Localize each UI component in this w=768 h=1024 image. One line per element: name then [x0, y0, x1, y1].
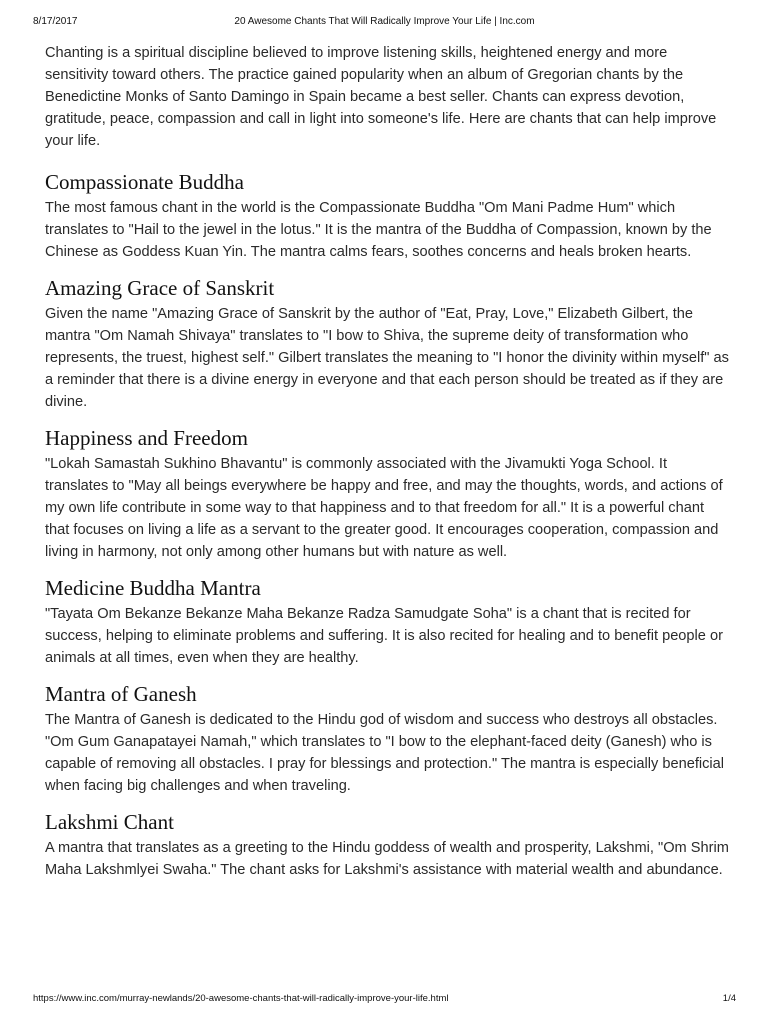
section-paragraph: The most famous chant in the world is the Compassionate Buddha "Om Mani Padme Hum" which translates to "Hail to the jewel in the lotus." It is the mantra of the Buddha of Compassion, known by the Chinese as Goddess Kuan Yin. The mantra calms fears, soothes concerns and heals broken hearts. — [45, 200, 712, 260]
section-medicine-buddha-mantra — [45, 575, 731, 669]
print-date: 8/17/2017 — [33, 16, 78, 27]
section-happiness-and-freedom — [45, 425, 731, 563]
page-url: https://www.inc.com/murray-newlands/20-awesome-chants-that-will-radically-improve-your-life.html — [33, 993, 449, 1004]
section-heading: Amazing Grace of Sanskrit — [45, 276, 275, 300]
article-body — [45, 42, 731, 881]
section-heading: Happiness and Freedom — [45, 426, 248, 450]
section-heading: Medicine Buddha Mantra — [45, 576, 261, 600]
section-paragraph: The Mantra of Ganesh is dedicated to the Hindu god of wisdom and success who destroys all obstacles. "Om Gum Ganapatayei Namah," which translates to "I bow to the elephant-faced deity (Ganesh) who is capable of removing all obstacles. I pray for blessings and protection." The mantra is especially beneficial when facing big challenges and when traveling. — [45, 712, 725, 794]
section-paragraph: A mantra that translates as a greeting to the Hindu goddess of wealth and prosperity, Lakshmi, "Om Shrim Maha Lakshmlyei Swaha." The chant asks for Lakshmi's assistance with material wealth and abundance. — [45, 840, 729, 878]
section-paragraph: "Tayata Om Bekanze Bekanze Maha Bekanze Radza Samudgate Soha" is a chant that is recited for success, helping to eliminate problems and suffering. It is also recited for healing and to benefit people or animals at all times, even when they are healthy. — [45, 606, 723, 666]
print-header — [33, 16, 736, 30]
section-compassionate-buddha — [45, 169, 731, 263]
section-heading: Lakshmi Chant — [45, 810, 174, 834]
section-paragraph: "Lokah Samastah Sukhino Bhavantu" is commonly associated with the Jivamukti Yoga School. It translates to "May all beings everywhere be happy and free, and may the thoughts, words, and actions of my own life contribute in some way to that happiness and to that freedom for all." It is a powerful chant that focuses on living a life as a servant to the greater good. It encourages cooperation, compassion and living in harmony, not only among other humans but with nature as well. — [45, 456, 723, 560]
section-heading: Compassionate Buddha — [45, 170, 244, 194]
print-footer — [33, 993, 736, 1007]
section-lakshmi-chant — [45, 809, 731, 881]
section-mantra-of-ganesh — [45, 681, 731, 797]
page-number: 1/4 — [722, 993, 736, 1004]
section-heading: Mantra of Ganesh — [45, 682, 197, 706]
section-paragraph: Given the name "Amazing Grace of Sanskrit by the author of "Eat, Pray, Love," Elizabeth Gilbert, the mantra "Om Namah Shivaya" translates to "I bow to Shiva, the supreme deity of transformation who represents, the truest, highest self." Gilbert translates the meaning to "I honor the divinity within myself" as a reminder that there is a divine energy in everyone and that each person should be treated as if they are divine. — [45, 306, 729, 410]
section-amazing-grace-of-sanskrit — [45, 275, 731, 413]
print-page-title: 20 Awesome Chants That Will Radically Improve Your Life | Inc.com — [234, 16, 535, 27]
intro-paragraph: Chanting is a spiritual discipline believed to improve listening skills, heightened energy and more sensitivity toward others. The practice gained popularity when an album of Gregorian chants by the Benedictine Monks of Santo Damingo in Spain became a best seller. Chants can express devotion, gratitude, peace, compassion and call in light into someone's life. Here are chants that can help improve your life. — [45, 45, 717, 149]
